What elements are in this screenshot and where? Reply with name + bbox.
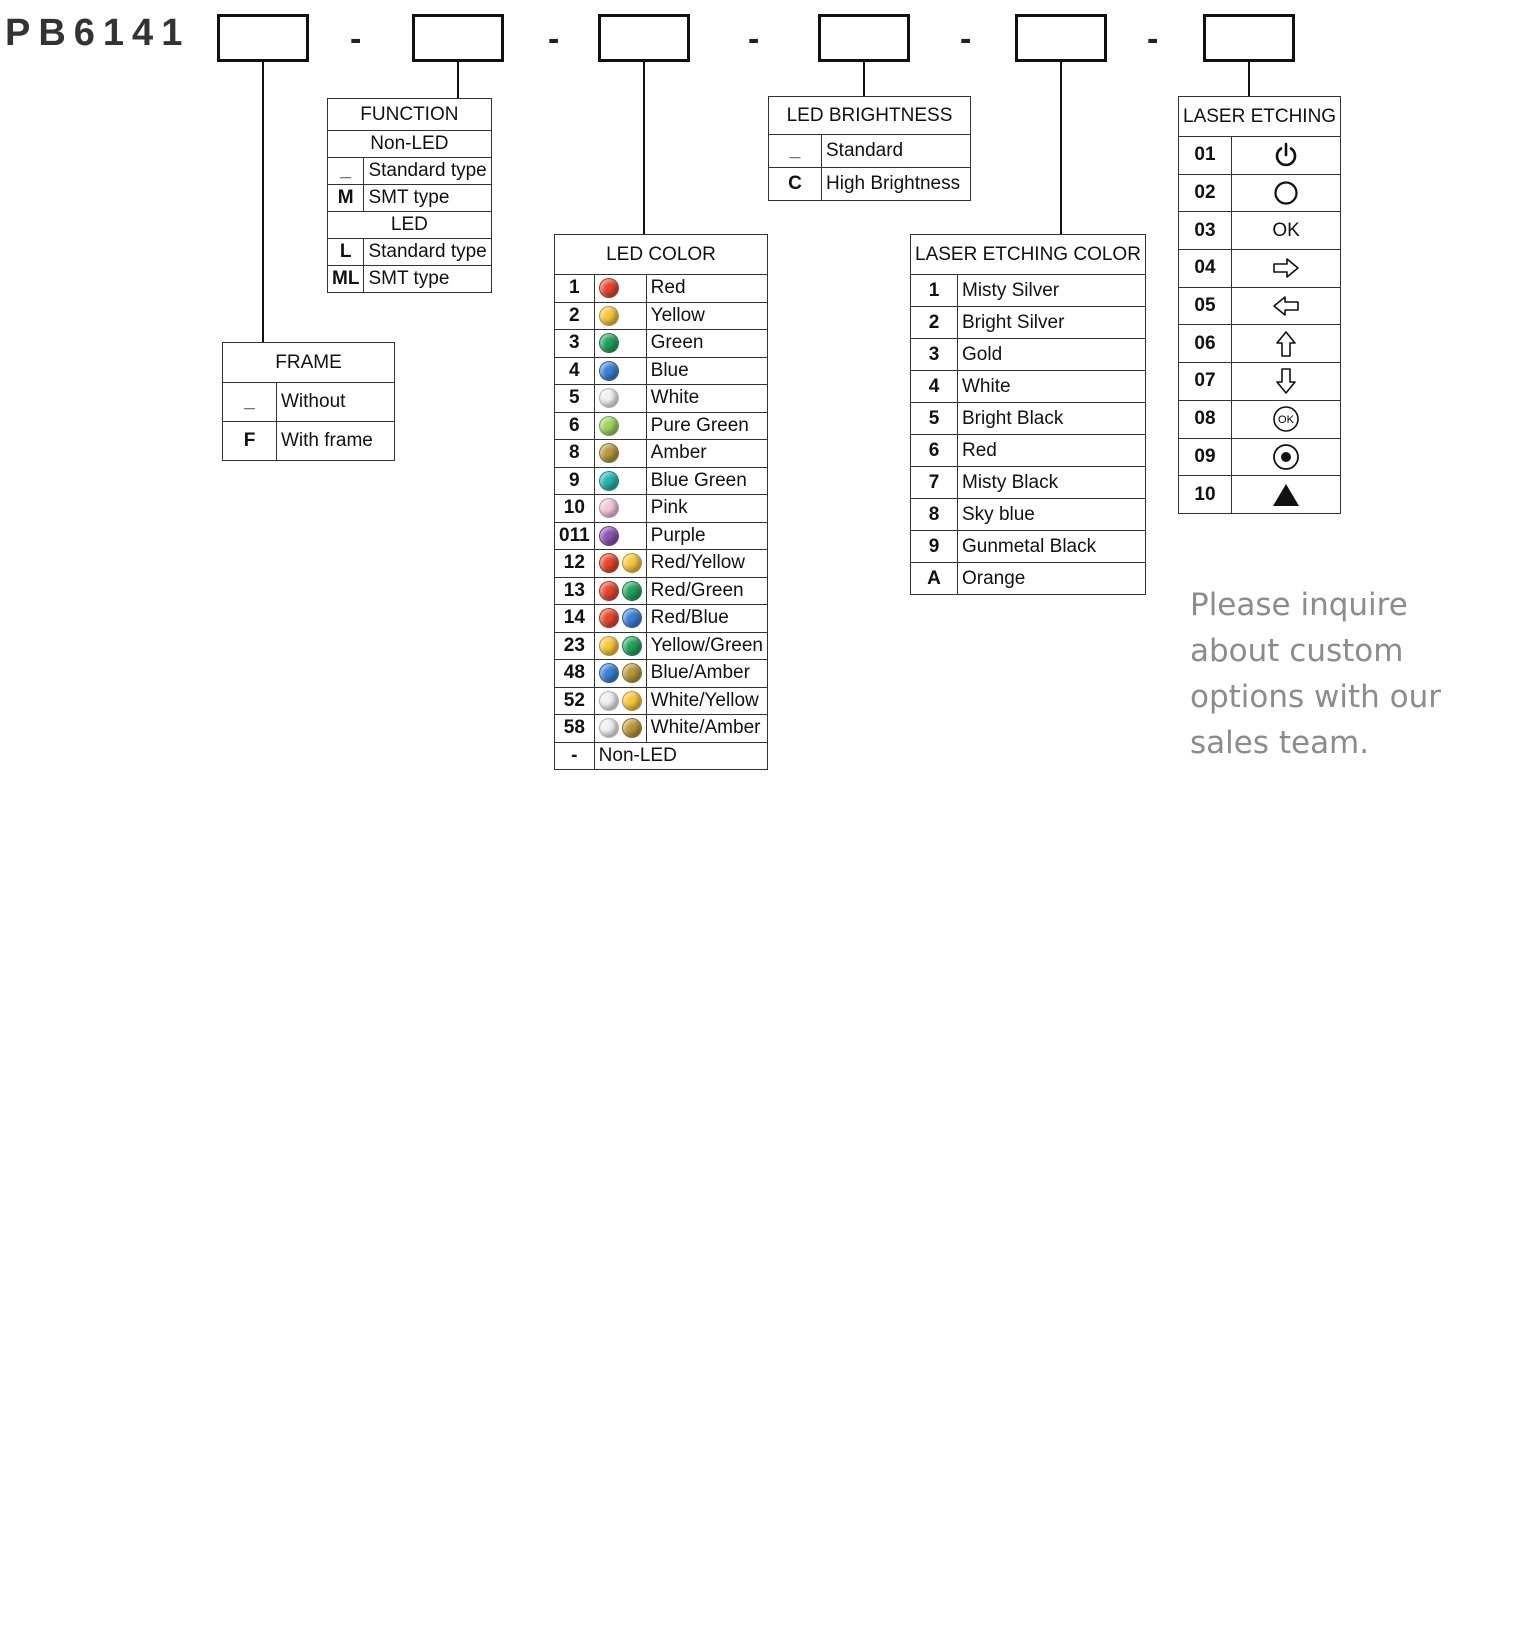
- led-dot-icon: [599, 416, 619, 436]
- slot-laser-color: [1015, 14, 1107, 62]
- circle-icon: [1232, 174, 1341, 212]
- option-label: Sky blue: [958, 499, 1146, 531]
- led-dot-icon: [599, 636, 619, 656]
- option-label: Red/Blue: [646, 605, 767, 633]
- led-indicator: [594, 357, 646, 385]
- circle-icon: [1273, 180, 1299, 206]
- led-color-row: [555, 550, 768, 578]
- model-number: PB6141: [5, 12, 191, 54]
- led-indicator: [594, 275, 646, 303]
- led-color-row: [555, 302, 768, 330]
- slot-laser-etching: [1203, 14, 1295, 62]
- slot-function: [412, 14, 504, 62]
- option-code: 8: [911, 499, 958, 531]
- separator-dash: -: [1147, 20, 1159, 58]
- laser-color-row: [911, 403, 1146, 435]
- frame-table: [222, 342, 395, 461]
- led-dot-icon: [599, 333, 619, 353]
- option-code: L: [328, 239, 364, 266]
- led-dot-icon: [599, 608, 619, 628]
- option-code: ML: [328, 266, 364, 293]
- option-label: Standard type: [364, 239, 491, 266]
- slot-led-brightness: [818, 14, 910, 62]
- led-dot-icon: [599, 691, 619, 711]
- led-color-row: [555, 275, 768, 303]
- option-code: 8: [555, 440, 595, 468]
- laser-etching-row: [1179, 438, 1341, 476]
- dot-circle-icon: [1232, 438, 1341, 476]
- led-indicator: [594, 577, 646, 605]
- led-color-row: [555, 385, 768, 413]
- option-code: _: [769, 135, 822, 168]
- power-icon: [1232, 137, 1341, 175]
- option-code: 02: [1179, 174, 1232, 212]
- led-color-row: [555, 605, 768, 633]
- option-code: 1: [555, 275, 595, 303]
- option-code: 7: [911, 467, 958, 499]
- led-dot-icon: [599, 718, 619, 738]
- arrow-down-icon: [1232, 363, 1341, 401]
- option-code: 14: [555, 605, 595, 633]
- option-code: 48: [555, 660, 595, 688]
- custom-options-note: Please inquire about custom options with our sales team.: [1190, 587, 1442, 761]
- option-label: Red/Green: [646, 577, 767, 605]
- option-label: Standard type: [364, 158, 491, 185]
- option-code: 13: [555, 577, 595, 605]
- laser-etching-row: [1179, 137, 1341, 175]
- led-color-row: [555, 687, 768, 715]
- led-indicator: [594, 605, 646, 633]
- option-label: Without: [277, 383, 395, 422]
- laser-color-row: [911, 499, 1146, 531]
- arrow-up-icon: [1232, 325, 1341, 363]
- option-code: 4: [555, 357, 595, 385]
- slot-led-color: [598, 14, 690, 62]
- led-color-row: [555, 330, 768, 358]
- arrow-left-icon: [1272, 295, 1300, 317]
- option-code: 58: [555, 715, 595, 743]
- option-code: 5: [555, 385, 595, 413]
- option-code: 09: [1179, 438, 1232, 476]
- option-code: 10: [1179, 476, 1232, 514]
- arrow-left-icon: [1232, 287, 1341, 325]
- connector-function: [457, 62, 459, 98]
- led-dot-icon: [599, 526, 619, 546]
- group-label: LED: [328, 212, 492, 239]
- led-color-row: [555, 632, 768, 660]
- connector-frame: [262, 62, 264, 342]
- separator-dash: -: [548, 20, 560, 58]
- led-dot-icon: [622, 691, 642, 711]
- option-label: Gold: [958, 339, 1146, 371]
- option-code: 52: [555, 687, 595, 715]
- option-code: 05: [1179, 287, 1232, 325]
- dot-circle-icon: [1272, 443, 1300, 471]
- led-indicator: [594, 715, 646, 743]
- led-dot-icon: [599, 306, 619, 326]
- led-dot-icon: [599, 388, 619, 408]
- svg-text:OK: OK: [1278, 414, 1294, 427]
- led-color-row: [555, 440, 768, 468]
- arrow-right-icon: [1272, 257, 1300, 279]
- option-code: 12: [555, 550, 595, 578]
- connector-laser-etching: [1248, 62, 1250, 96]
- option-label: White: [958, 371, 1146, 403]
- option-code: 3: [911, 339, 958, 371]
- option-label: Standard: [822, 135, 971, 168]
- led-color-row: [555, 522, 768, 550]
- laser-etching-row: [1179, 363, 1341, 401]
- option-label: White/Amber: [646, 715, 767, 743]
- option-label: SMT type: [364, 185, 491, 212]
- led-color-row: [555, 495, 768, 523]
- option-label: Green: [646, 330, 767, 358]
- option-code: 6: [911, 435, 958, 467]
- led-dot-icon: [599, 278, 619, 298]
- option-code: 01: [1179, 137, 1232, 175]
- table-title: LASER ETCHING: [1179, 97, 1341, 137]
- led-dot-icon: [599, 443, 619, 463]
- option-label: Misty Black: [958, 467, 1146, 499]
- table-title: FUNCTION: [328, 99, 492, 131]
- led-color-table: [554, 234, 768, 770]
- separator-dash: -: [960, 20, 972, 58]
- option-code: A: [911, 563, 958, 595]
- led-indicator: [594, 687, 646, 715]
- separator-dash: -: [748, 20, 760, 58]
- option-code: _: [328, 158, 364, 185]
- option-label: Gunmetal Black: [958, 531, 1146, 563]
- laser-etching-row: [1179, 174, 1341, 212]
- option-label: Blue: [646, 357, 767, 385]
- led-color-row: [555, 357, 768, 385]
- laser-color-row: [911, 531, 1146, 563]
- option-label: Pure Green: [646, 412, 767, 440]
- option-code: F: [223, 422, 277, 461]
- option-label: Yellow: [646, 302, 767, 330]
- option-label: Non-LED: [594, 742, 767, 770]
- option-code: 06: [1179, 325, 1232, 363]
- option-label: Pink: [646, 495, 767, 523]
- separator-dash: -: [350, 20, 362, 58]
- laser-color-row: [911, 307, 1146, 339]
- option-label: With frame: [277, 422, 395, 461]
- option-label: Red/Yellow: [646, 550, 767, 578]
- led-indicator: [594, 550, 646, 578]
- led-indicator: [594, 302, 646, 330]
- group-label: Non-LED: [328, 131, 492, 158]
- led-brightness-table: [768, 96, 971, 201]
- led-dot-icon: [599, 553, 619, 573]
- led-dot-icon: [599, 361, 619, 381]
- option-code: 23: [555, 632, 595, 660]
- led-indicator: [594, 660, 646, 688]
- table-title: FRAME: [223, 343, 395, 383]
- option-label: High Brightness: [822, 168, 971, 201]
- laser-color-row: [911, 435, 1146, 467]
- option-code: C: [769, 168, 822, 201]
- option-label: SMT type: [364, 266, 491, 293]
- led-indicator: [594, 385, 646, 413]
- led-indicator: [594, 412, 646, 440]
- option-code: 4: [911, 371, 958, 403]
- table-title: LASER ETCHING COLOR: [911, 235, 1146, 275]
- ok-circle-icon: [1272, 405, 1300, 433]
- led-color-row: [555, 467, 768, 495]
- led-indicator: [594, 440, 646, 468]
- led-color-row: [555, 742, 768, 770]
- table-title: LED BRIGHTNESS: [769, 97, 971, 135]
- laser-etching-color-table: [910, 234, 1146, 595]
- option-label: Red: [646, 275, 767, 303]
- option-code: _: [223, 383, 277, 422]
- laser-etching-row: [1179, 476, 1341, 514]
- option-code: M: [328, 185, 364, 212]
- led-color-row: [555, 577, 768, 605]
- laser-etching-row: [1179, 325, 1341, 363]
- laser-etching-row: [1179, 400, 1341, 438]
- connector-led-brightness: [863, 62, 865, 96]
- option-label: Orange: [958, 563, 1146, 595]
- option-label: Bright Silver: [958, 307, 1146, 339]
- arrow-up-icon: [1275, 330, 1297, 358]
- laser-color-row: [911, 467, 1146, 499]
- led-dot-icon: [622, 636, 642, 656]
- led-dot-icon: [622, 581, 642, 601]
- slot-frame: [217, 14, 309, 62]
- option-label: Yellow/Green: [646, 632, 767, 660]
- laser-color-row: [911, 275, 1146, 307]
- option-code: 9: [911, 531, 958, 563]
- option-label: White/Yellow: [646, 687, 767, 715]
- led-indicator: [594, 330, 646, 358]
- led-indicator: [594, 522, 646, 550]
- led-color-row: [555, 660, 768, 688]
- option-label: Amber: [646, 440, 767, 468]
- option-label: Blue Green: [646, 467, 767, 495]
- option-label: Purple: [646, 522, 767, 550]
- laser-etching-row: [1179, 250, 1341, 288]
- led-indicator: [594, 632, 646, 660]
- option-code: 04: [1179, 250, 1232, 288]
- ok-text: OK: [1232, 212, 1341, 250]
- arrow-right-icon: [1232, 250, 1341, 288]
- option-label: Blue/Amber: [646, 660, 767, 688]
- option-code: -: [555, 742, 595, 770]
- option-code: 6: [555, 412, 595, 440]
- led-dot-icon: [599, 471, 619, 491]
- led-dot-icon: [622, 663, 642, 683]
- option-label: White: [646, 385, 767, 413]
- led-dot-icon: [599, 663, 619, 683]
- led-dot-icon: [599, 581, 619, 601]
- option-code: 08: [1179, 400, 1232, 438]
- ok-circle-icon: [1232, 400, 1341, 438]
- option-code: 2: [555, 302, 595, 330]
- laser-color-row: [911, 563, 1146, 595]
- option-code: 011: [555, 522, 595, 550]
- option-code: 1: [911, 275, 958, 307]
- option-code: 9: [555, 467, 595, 495]
- option-code: 3: [555, 330, 595, 358]
- led-dot-icon: [622, 718, 642, 738]
- led-dot-icon: [622, 608, 642, 628]
- led-indicator: [594, 495, 646, 523]
- connector-led-color: [643, 62, 645, 234]
- led-indicator: [594, 467, 646, 495]
- led-dot-icon: [622, 553, 642, 573]
- option-code: 03: [1179, 212, 1232, 250]
- arrow-down-icon: [1275, 367, 1297, 395]
- laser-etching-row: [1179, 287, 1341, 325]
- power-icon: [1273, 142, 1299, 168]
- table-title: LED COLOR: [555, 235, 768, 275]
- option-code: 10: [555, 495, 595, 523]
- laser-color-row: [911, 339, 1146, 371]
- option-label: Misty Silver: [958, 275, 1146, 307]
- connector-laser-color: [1060, 62, 1062, 234]
- option-code: 07: [1179, 363, 1232, 401]
- led-color-row: [555, 412, 768, 440]
- function-table: [327, 98, 492, 293]
- laser-etching-row: [1179, 212, 1341, 250]
- triangle-icon: [1271, 482, 1301, 508]
- option-code: 2: [911, 307, 958, 339]
- option-label: Bright Black: [958, 403, 1146, 435]
- led-color-row: [555, 715, 768, 743]
- option-code: 5: [911, 403, 958, 435]
- option-label: Red: [958, 435, 1146, 467]
- triangle-icon: [1232, 476, 1341, 514]
- led-dot-icon: [599, 498, 619, 518]
- laser-etching-table: [1178, 96, 1341, 514]
- laser-color-row: [911, 371, 1146, 403]
